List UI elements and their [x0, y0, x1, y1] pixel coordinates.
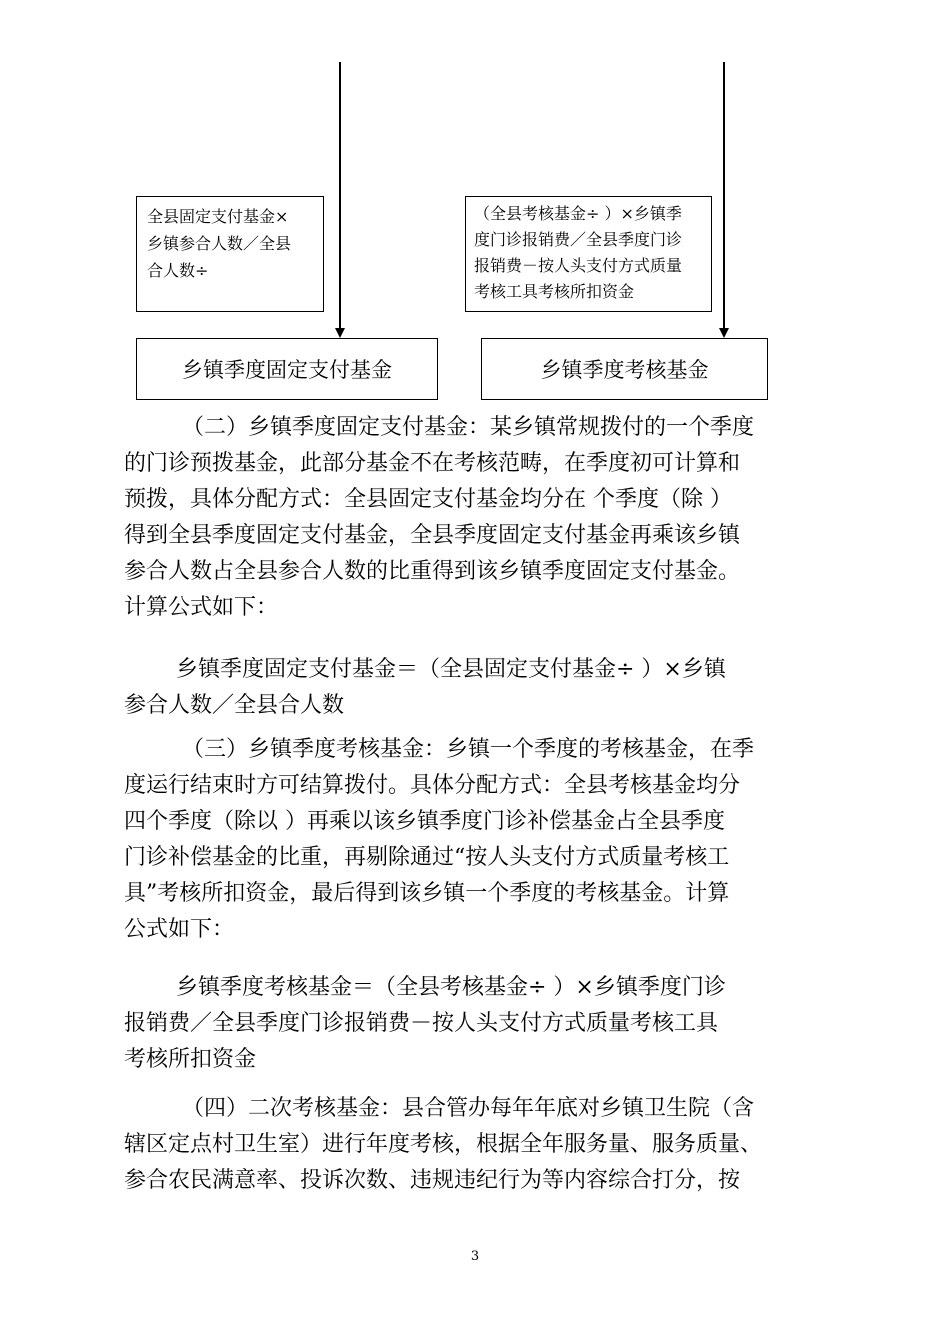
right-input-line: （全县考核基金÷ ）×乡镇季 — [474, 204, 682, 223]
text-line: （二）乡镇季度固定支付基金：某乡镇常规拨付的一个季度 — [182, 415, 755, 440]
text-line: 参合农民满意率、投诉次数、违规违纪行为等内容综合打分，按 — [124, 1168, 741, 1193]
text-line: 辖区定点村卫生室）进行年度考核，根据全年服务量、服务质量、 — [124, 1132, 763, 1157]
text-line: 具”考核所扣资金，最后得到该乡镇一个季度的考核基金。计算 — [124, 881, 730, 906]
right-arrow-head — [719, 328, 729, 338]
left-input-line: 乡镇参合人数／全县 — [147, 234, 292, 253]
text-line: 参合人数／全县合人数 — [124, 693, 345, 718]
text-line: 预拨，具体分配方式：全县固定支付基金均分在 个季度（除 ） — [124, 487, 732, 512]
section-4-paragraph — [124, 1091, 830, 1199]
right-input-box — [465, 196, 712, 312]
formula-1 — [124, 652, 830, 724]
right-result-label: 乡镇季度考核基金 — [540, 358, 709, 382]
text-line: 乡镇季度固定支付基金＝（全县固定支付基金÷ ）×乡镇 — [176, 657, 726, 682]
text-line: 参合人数占全县参合人数的比重得到该乡镇季度固定支付基金。 — [124, 559, 741, 584]
text-line: （四）二次考核基金：县合管办每年年底对乡镇卫生院（含 — [182, 1096, 755, 1121]
section-2-paragraph — [124, 410, 830, 626]
left-result-label: 乡镇季度固定支付基金 — [182, 358, 392, 382]
formula-2 — [124, 970, 830, 1078]
right-input-line: 报销费－按人头支付方式质量 — [474, 256, 683, 275]
text-line: 考核所扣资金 — [124, 1047, 257, 1072]
left-arrow-line — [339, 62, 341, 330]
text-line: 公式如下： — [124, 917, 235, 942]
left-input-line: 全县固定支付基金× — [147, 207, 289, 226]
text-line: 报销费／全县季度门诊报销费－按人头支付方式质量考核工具 — [124, 1011, 719, 1036]
right-arrow-line — [723, 62, 725, 330]
text-line: 四个季度（除以 ）再乘以该乡镇季度门诊补偿基金占全县季度 — [124, 809, 725, 834]
text-line: 度运行结束时方可结算拨付。具体分配方式：全县考核基金均分 — [124, 773, 741, 798]
right-input-line: 度门诊报销费／全县季度门诊 — [474, 230, 683, 249]
text-line: 计算公式如下： — [124, 595, 279, 620]
right-input-line: 考核工具考核所扣资金 — [474, 282, 635, 301]
left-result-box — [136, 338, 438, 400]
text-line: 门诊补偿基金的比重，再剔除通过“按人头支付方式质量考核工 — [124, 845, 730, 870]
left-arrow-head — [335, 328, 345, 338]
page-number: 3 — [470, 1249, 480, 1264]
text-line: 的门诊预拨基金，此部分基金不在考核范畴，在季度初可计算和 — [124, 451, 741, 476]
text-line: 得到全县季度固定支付基金，全县季度固定支付基金再乘该乡镇 — [124, 523, 741, 548]
left-input-box — [136, 196, 324, 312]
left-input-line: 合人数÷ — [147, 261, 209, 280]
text-line: 乡镇季度考核基金＝（全县考核基金÷ ）×乡镇季度门诊 — [176, 975, 726, 1000]
right-result-box — [481, 338, 768, 400]
text-line: （三）乡镇季度考核基金：乡镇一个季度的考核基金，在季 — [182, 737, 755, 762]
section-3-paragraph — [124, 732, 830, 948]
